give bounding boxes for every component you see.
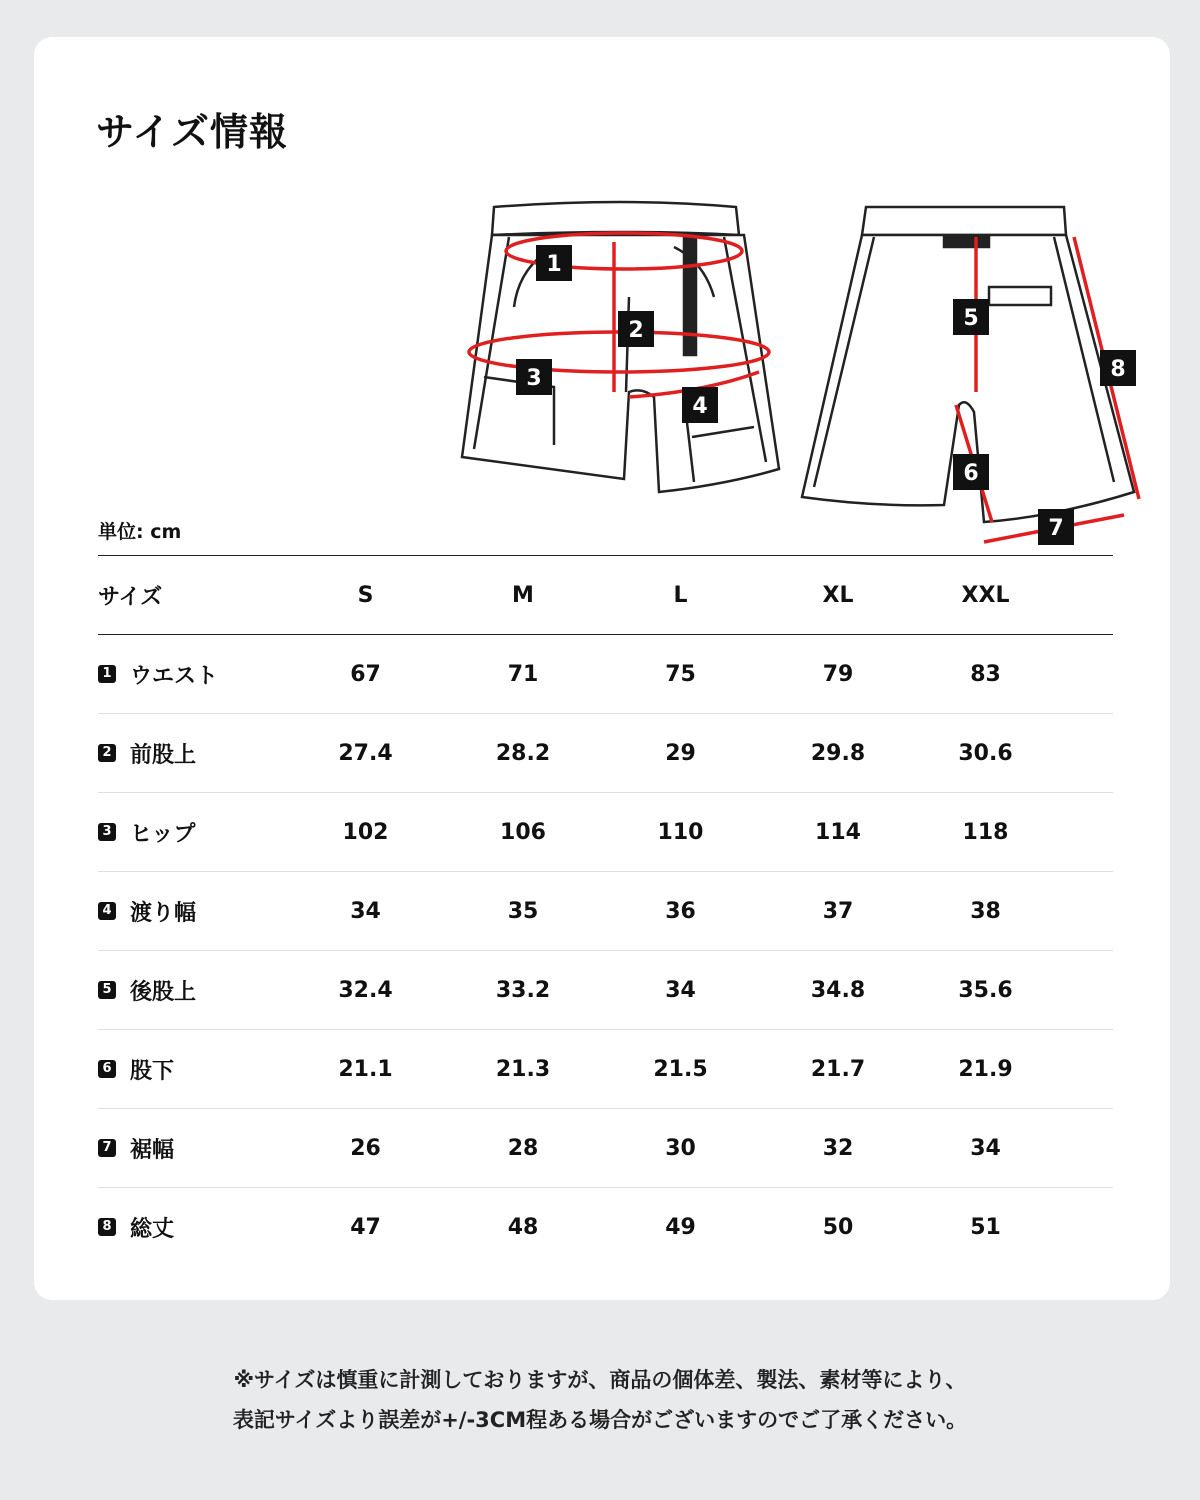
row-label — [98, 1133, 313, 1164]
page-title: サイズ情報 — [96, 110, 288, 154]
row-number-badge: 4 — [98, 902, 116, 920]
table-cell: 79 — [822, 661, 854, 687]
table-cell: 49 — [665, 1214, 696, 1240]
table-cell: 102 — [342, 819, 389, 845]
table-row — [98, 1109, 1113, 1188]
table-cell: 29.8 — [810, 740, 866, 766]
table-row — [98, 635, 1113, 714]
table-cell: 30 — [665, 1135, 696, 1161]
table-row — [98, 714, 1113, 793]
row-label — [98, 659, 313, 690]
table-cell: 28 — [507, 1135, 539, 1161]
table-cell: 32 — [822, 1135, 854, 1161]
badge-7: 7 — [1048, 516, 1064, 541]
table-cell: 48 — [507, 1214, 539, 1240]
row-number-badge: 2 — [98, 744, 116, 762]
table-cell: 71 — [507, 661, 539, 687]
table-cell: 26 — [350, 1135, 381, 1161]
row-label — [98, 1212, 313, 1243]
table-cell: 106 — [500, 819, 546, 845]
row-label-text: 渡り幅 — [130, 900, 197, 926]
table-cell: 21.7 — [810, 1056, 866, 1082]
table-cell: 32.4 — [338, 977, 393, 1003]
row-number-badge: 7 — [98, 1139, 116, 1157]
table-cell: 28.2 — [495, 740, 551, 766]
table-cell: 35 — [507, 898, 539, 924]
shorts-measurement-diagram — [414, 187, 1174, 557]
row-label — [98, 817, 313, 848]
badge-8: 8 — [1110, 357, 1126, 382]
row-label-text: 裾幅 — [130, 1137, 175, 1163]
table-cell: 110 — [657, 819, 704, 845]
row-label — [98, 1054, 313, 1085]
row-label-text: 後股上 — [130, 979, 197, 1005]
table-cell: 118 — [962, 819, 1009, 845]
row-label-text: ウエスト — [130, 663, 219, 689]
size-table — [98, 555, 1113, 1266]
size-col-m: M — [512, 582, 534, 608]
table-cell: 36 — [665, 898, 696, 924]
badge-5: 5 — [963, 306, 979, 331]
table-cell: 51 — [970, 1214, 1001, 1240]
table-row — [98, 1188, 1113, 1266]
badge-3: 3 — [526, 366, 542, 391]
note-line-1: ※サイズは慎重に計測しておりますが、商品の個体差、製法、素材等により、 — [233, 1368, 967, 1392]
row-number-badge: 5 — [98, 981, 116, 999]
row-label-text: 股下 — [130, 1058, 175, 1084]
table-cell: 34 — [970, 1135, 1001, 1161]
size-header-label: サイズ — [98, 584, 163, 610]
row-number-badge: 6 — [98, 1060, 116, 1078]
table-row — [98, 793, 1113, 872]
table-cell: 29 — [665, 740, 696, 766]
table-cell: 21.9 — [958, 1056, 1013, 1082]
size-col-s: S — [357, 582, 374, 608]
size-info-card — [34, 37, 1170, 1300]
table-cell: 33.2 — [495, 977, 551, 1003]
table-row — [98, 872, 1113, 951]
table-cell: 67 — [350, 661, 381, 687]
disclaimer-note — [0, 1360, 1200, 1440]
row-label-text: ヒップ — [130, 821, 196, 847]
size-col-xxl: XXL — [961, 582, 1010, 608]
unit-label: 単位: cm — [98, 521, 182, 543]
row-label-text: 前股上 — [130, 742, 197, 768]
table-cell: 34 — [350, 898, 381, 924]
table-cell: 83 — [970, 661, 1001, 687]
row-number-badge: 8 — [98, 1218, 116, 1236]
table-cell: 35.6 — [958, 977, 1013, 1003]
table-cell: 30.6 — [958, 740, 1013, 766]
table-cell: 34 — [665, 977, 696, 1003]
table-cell: 27.4 — [338, 740, 393, 766]
row-label — [98, 975, 313, 1006]
table-header-row — [98, 556, 1113, 635]
table-cell: 50 — [822, 1214, 854, 1240]
note-line-2: 表記サイズより誤差が+/-3CM程ある場合がございますのでご了承ください。 — [232, 1408, 968, 1432]
badge-6: 6 — [963, 461, 979, 486]
table-row — [98, 951, 1113, 1030]
size-col-xl: XL — [822, 582, 854, 608]
table-cell: 37 — [822, 898, 854, 924]
row-number-badge: 3 — [98, 823, 116, 841]
badge-2: 2 — [628, 318, 644, 343]
table-cell: 38 — [970, 898, 1001, 924]
table-cell: 21.1 — [338, 1056, 393, 1082]
table-cell: 114 — [815, 819, 861, 845]
table-cell: 21.3 — [495, 1056, 551, 1082]
row-label-text: 総丈 — [130, 1216, 175, 1242]
table-row — [98, 1030, 1113, 1109]
table-cell: 34.8 — [810, 977, 866, 1003]
badge-1: 1 — [546, 252, 562, 277]
table-cell: 21.5 — [653, 1056, 708, 1082]
row-number-badge: 1 — [98, 665, 116, 683]
size-col-l: L — [673, 582, 688, 608]
badge-4: 4 — [692, 394, 708, 419]
table-cell: 47 — [350, 1214, 381, 1240]
row-label — [98, 738, 313, 769]
table-cell: 75 — [665, 661, 696, 687]
row-label — [98, 896, 313, 927]
